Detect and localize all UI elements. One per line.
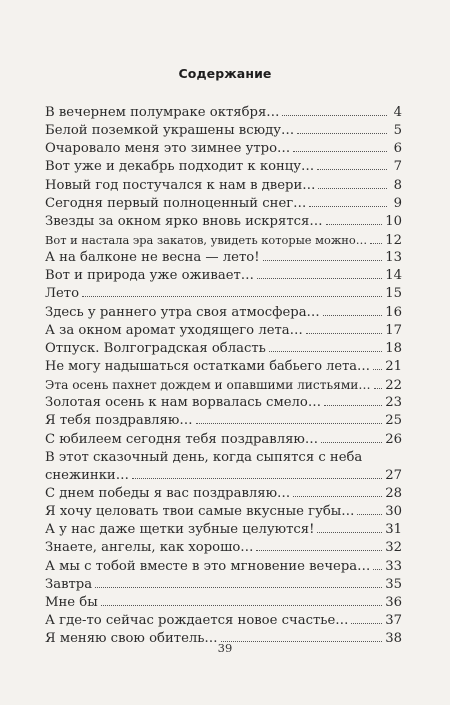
- dot-leader: [357, 514, 382, 515]
- toc-entry: [45, 140, 402, 158]
- dot-leader: [196, 423, 383, 424]
- toc-entry: [45, 539, 402, 557]
- toc-entry: [45, 521, 402, 539]
- toc-entry: [45, 213, 402, 231]
- dot-leader: [309, 206, 387, 207]
- dot-leader: [269, 351, 382, 352]
- toc-entry: [45, 485, 402, 503]
- page-number: 39: [217, 641, 233, 655]
- toc-entry-page: 15: [385, 286, 402, 302]
- toc-entry-title: Я меняю свою обитель…: [45, 631, 218, 647]
- toc-entry: [45, 122, 402, 140]
- dot-leader: [263, 260, 383, 261]
- dot-leader: [373, 369, 382, 370]
- dot-leader: [282, 115, 387, 116]
- dot-leader: [297, 133, 387, 134]
- toc-entry-title: Мне бы: [45, 594, 98, 610]
- toc-entry-page: 23: [385, 395, 402, 411]
- toc-entry-title: С юбилеем сегодня тебя поздравляю…: [45, 431, 319, 447]
- toc-entry-title: Золотая осень к нам ворвалась смело…: [45, 395, 322, 411]
- toc-entry-page: 7: [393, 159, 402, 175]
- toc-entry-title: Я хочу целовать твои самые вкусные губы…: [45, 504, 355, 520]
- dot-leader: [317, 169, 387, 170]
- dot-leader: [351, 623, 382, 624]
- toc-entry: [45, 576, 402, 594]
- dot-leader: [101, 605, 382, 606]
- toc-entry: [45, 177, 402, 195]
- toc-entry-page: 37: [385, 612, 402, 628]
- toc-entry: [45, 449, 402, 485]
- toc-entry: [45, 322, 402, 340]
- toc-entry-page: 13: [385, 250, 402, 266]
- dot-leader: [257, 278, 382, 279]
- toc-entry-title: Новый год постучался к нам в двери…: [45, 177, 316, 193]
- toc-entry: [45, 104, 402, 122]
- toc-entry-page: 36: [385, 594, 402, 610]
- dot-leader: [306, 333, 382, 334]
- toc-entry-page: 38: [385, 631, 402, 647]
- toc-entry-page: 35: [385, 576, 402, 592]
- toc-entry-page: 16: [385, 304, 402, 320]
- dot-leader: [82, 296, 382, 297]
- dot-leader: [326, 224, 383, 225]
- toc-entry-title: Очаровало меня это зимнее утро…: [45, 141, 291, 157]
- toc-entry-title: С днем победы я вас поздравляю…: [45, 485, 291, 501]
- toc-entry-title-continued: снежинки…: [45, 467, 129, 483]
- dot-leader: [370, 243, 382, 244]
- dot-leader: [317, 532, 382, 533]
- toc-entry-page: 22: [385, 378, 402, 394]
- toc-entry-page: 33: [385, 558, 402, 574]
- toc-entry-page: 17: [385, 322, 402, 338]
- toc-entry-page: 10: [385, 213, 402, 229]
- dot-leader: [132, 478, 382, 479]
- toc-entry-title: Звезды за окном ярко вновь искрятся…: [45, 213, 323, 229]
- toc-entry-page: 32: [385, 540, 402, 556]
- toc-entry: [45, 249, 402, 267]
- dot-leader: [374, 388, 383, 389]
- toc-entry-title: Знаете, ангелы, как хорошо…: [45, 540, 254, 556]
- toc-entry: [45, 195, 402, 213]
- toc-entry: [45, 231, 402, 249]
- toc-entry-page: 5: [393, 123, 402, 139]
- toc-entry-title: Белой поземкой украшены всюду…: [45, 123, 295, 139]
- toc-entry-page: 25: [385, 413, 402, 429]
- toc-entry-page: 4: [393, 105, 402, 120]
- toc-entry-page: 18: [385, 340, 402, 356]
- dot-leader: [256, 550, 382, 551]
- toc-entry-title: Эта осень пахнет дождем и опавшими листьями…: [45, 378, 371, 393]
- toc-entry-page: 12: [385, 232, 402, 248]
- toc-entry: [45, 431, 402, 449]
- dot-leader: [293, 151, 387, 152]
- toc-entry: [45, 594, 402, 612]
- toc-entry: [45, 340, 402, 358]
- toc-entry-title: Я тебя поздравляю…: [45, 413, 193, 429]
- toc-entry-title: В вечернем полумраке октября…: [45, 105, 280, 120]
- toc-entry-page: 9: [393, 195, 402, 211]
- toc-title: Содержание: [178, 66, 272, 81]
- toc-entry-title: А у нас даже щетки зубные целуются!: [45, 522, 315, 538]
- toc-entry: [45, 394, 402, 412]
- toc-entry-title: А за окном аромат уходящего лета…: [45, 322, 303, 338]
- toc-entry-page: 27: [385, 467, 402, 483]
- toc-entry: [45, 612, 402, 630]
- toc-entry: [45, 158, 402, 176]
- dot-leader: [321, 442, 382, 443]
- toc-entry: [45, 285, 402, 303]
- toc-entry-page: 31: [385, 522, 402, 538]
- toc-entry-page: 26: [385, 431, 402, 447]
- toc-entry: [45, 267, 402, 285]
- toc-entry-title: Лето: [45, 286, 80, 302]
- toc-entry-page: 21: [385, 358, 402, 374]
- toc-entry-title: Отпуск. Волгоградская область: [45, 340, 266, 356]
- dot-leader: [373, 569, 382, 570]
- toc-entry: [45, 558, 402, 576]
- toc-entry-page: 28: [385, 485, 402, 501]
- dot-leader: [318, 188, 387, 189]
- toc-entry-title: А на балконе не весна — лето!: [45, 250, 260, 266]
- toc-entry-title: Не могу надышаться остатками бабьего лета…: [45, 358, 371, 374]
- toc-entry-title: Вот и природа уже оживает…: [45, 268, 254, 284]
- toc-entry-page: 6: [393, 141, 402, 157]
- toc-entry-page: 14: [385, 268, 402, 284]
- toc-entry-title: В этот сказочный день, когда сыпятся с неба: [45, 449, 363, 465]
- toc-entry: [45, 503, 402, 521]
- toc-entry: [45, 412, 402, 430]
- toc-entry: [45, 358, 402, 376]
- toc-entry-title: А мы с тобой вместе в это мгновение вечера…: [45, 558, 371, 574]
- toc-entry-title: А где-то сейчас рождается новое счастье…: [45, 612, 349, 628]
- dot-leader: [324, 405, 382, 406]
- toc-entry-page: 8: [393, 177, 402, 193]
- dot-leader: [323, 315, 382, 316]
- toc-entry-page: 30: [385, 504, 402, 520]
- toc-entry: [45, 376, 402, 394]
- toc-entry-title: Сегодня первый полноценный снег…: [45, 195, 307, 211]
- dot-leader: [95, 587, 382, 588]
- dot-leader: [293, 496, 382, 497]
- toc-entry-title: Вот уже и декабрь подходит к концу…: [45, 159, 315, 175]
- toc-entry: [45, 304, 402, 322]
- toc-entry-title: Здесь у раннего утра своя атмосфера…: [45, 304, 320, 320]
- toc-entry-title: Завтра: [45, 576, 93, 592]
- toc-list: [45, 104, 402, 648]
- toc-entry-title: Вот и настала эра закатов, увидеть которые можно…: [45, 232, 368, 247]
